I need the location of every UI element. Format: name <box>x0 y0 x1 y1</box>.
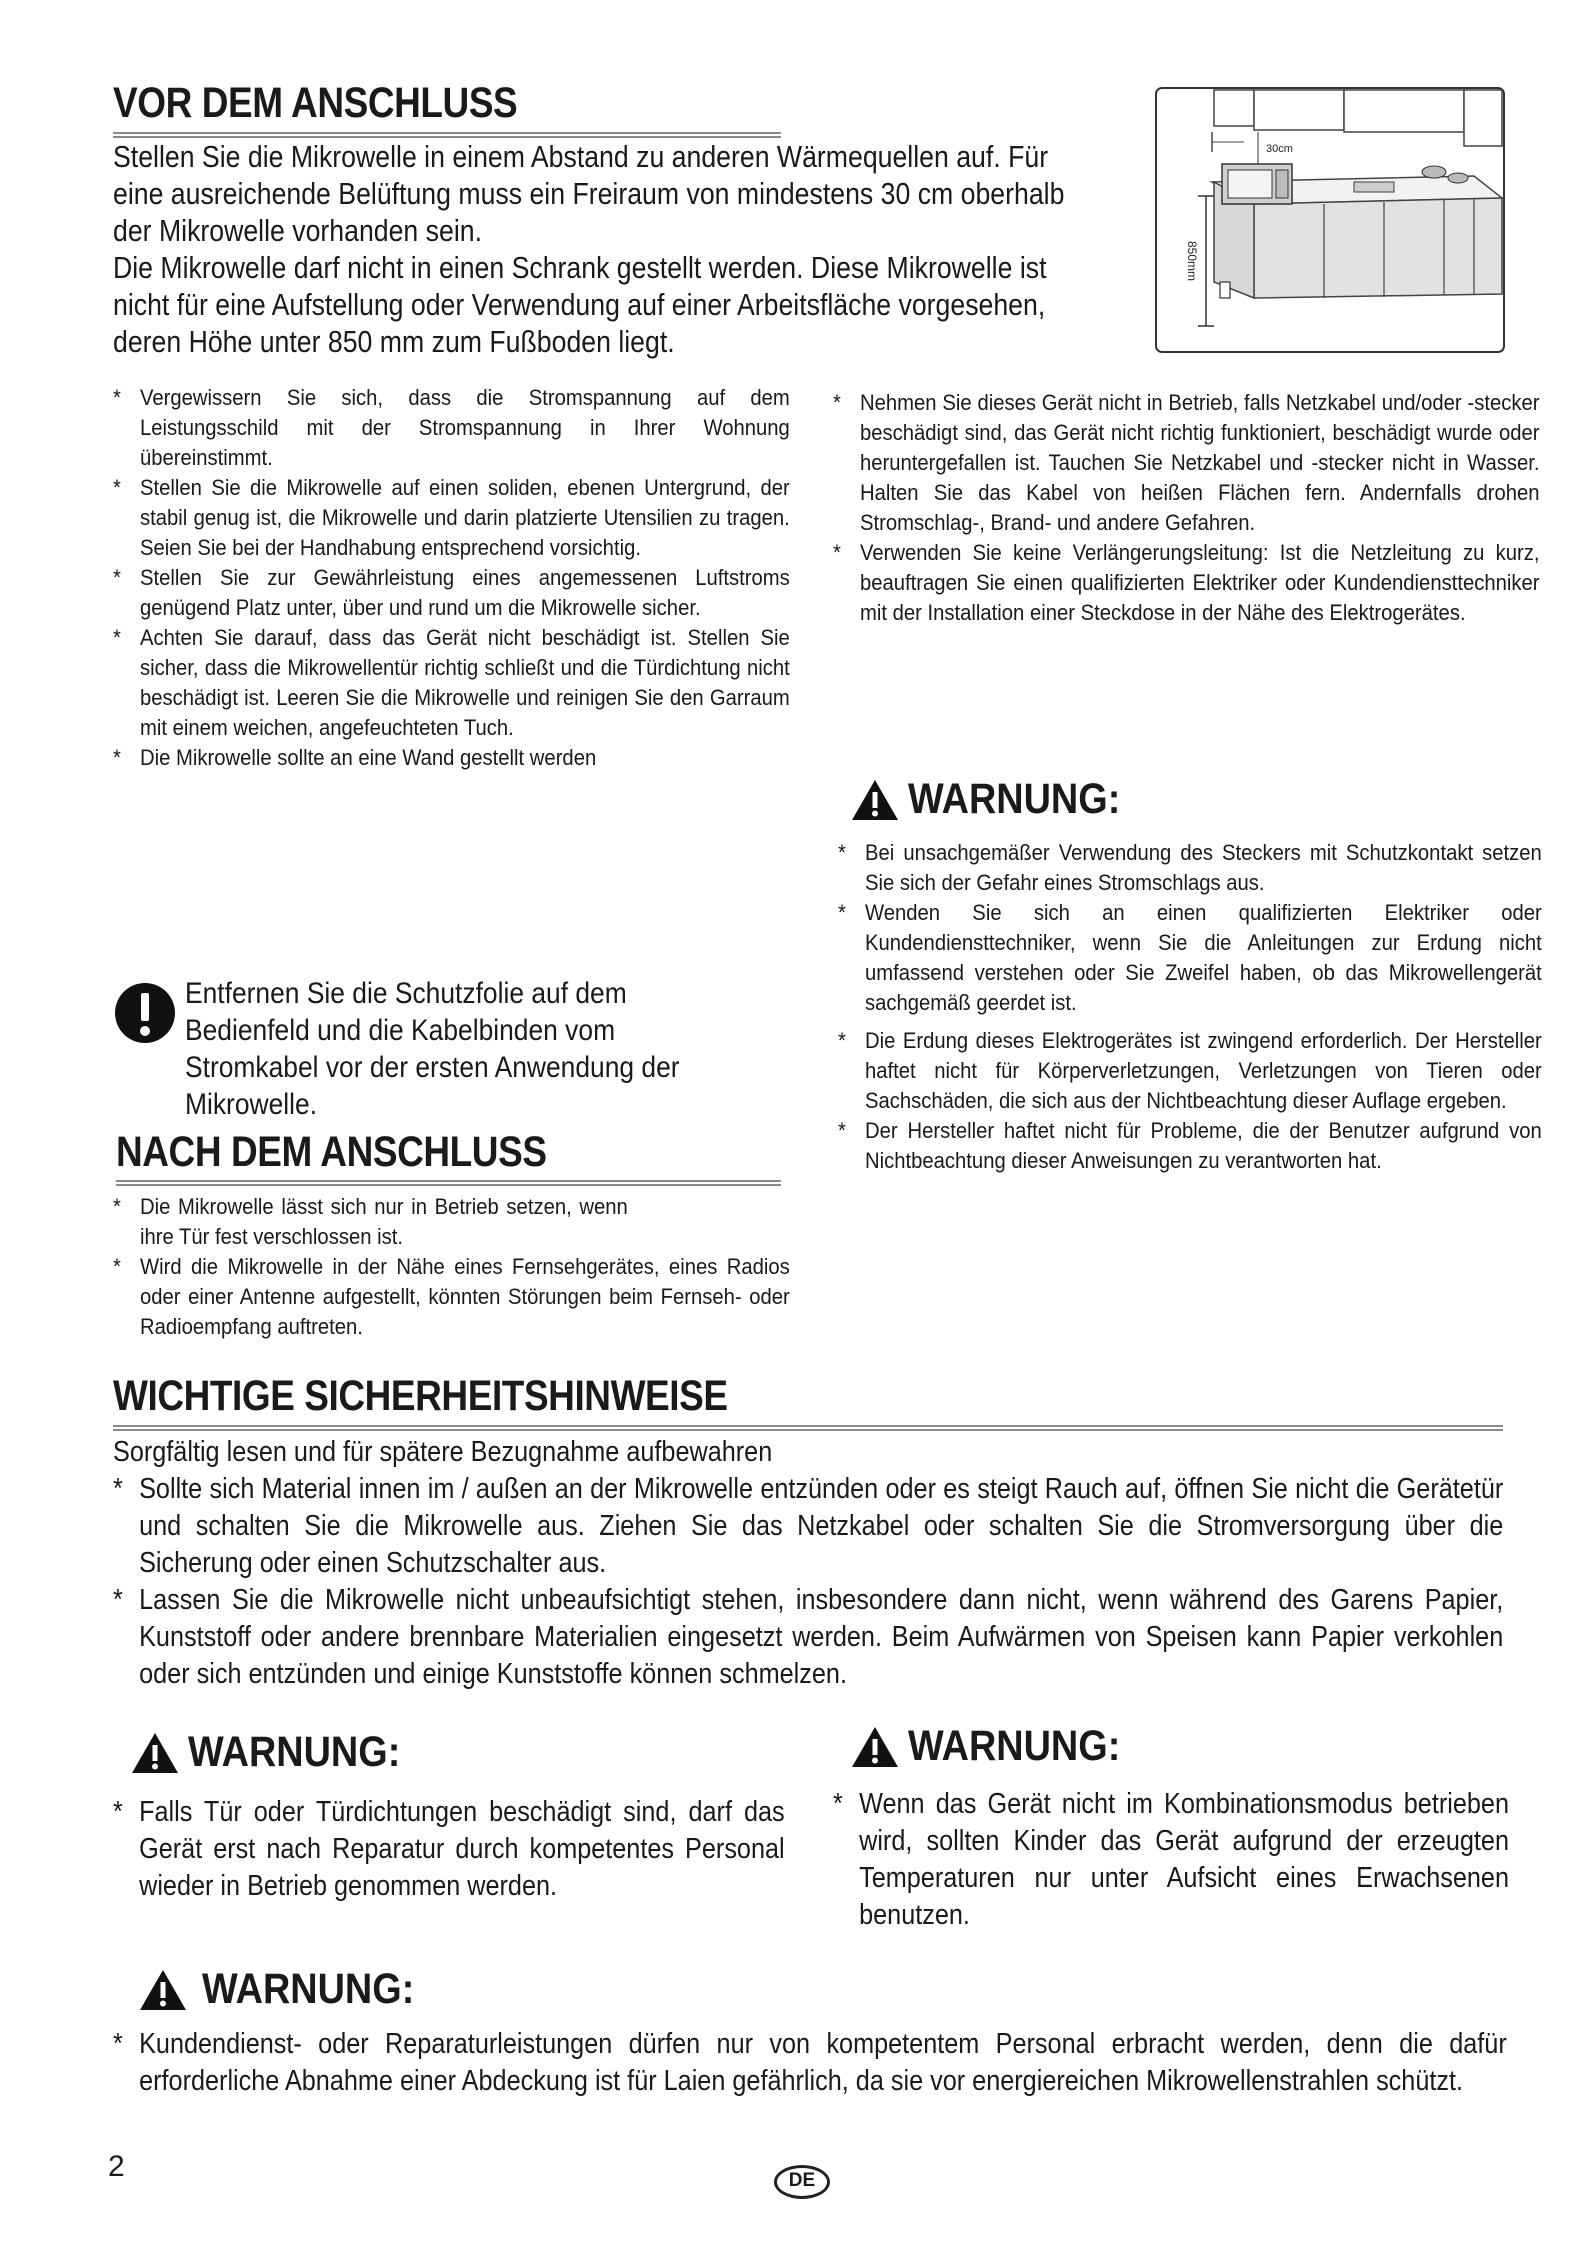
bullet-star-icon: * <box>113 565 121 590</box>
warning-list-1 <box>838 838 1542 1176</box>
list-item: * Stellen Sie zur Gewährleistung eines angemessenen Luftstroms genügend Platz unter, über und rund um die Mikrowelle sicher. <box>113 565 790 620</box>
exclamation-icon <box>113 981 177 1045</box>
vor-right-list <box>833 388 1540 628</box>
warning-title: WARNUNG: <box>202 1965 415 2013</box>
warning-triangle-icon <box>850 1725 900 1769</box>
bullet-star-icon: * <box>113 475 121 500</box>
warning-list-2 <box>113 1794 785 1905</box>
bullet-star-icon: * <box>113 385 121 410</box>
bullet-star-icon: * <box>833 1788 843 1820</box>
bullet-star-icon: * <box>113 745 121 770</box>
warning-header-4 <box>138 1965 443 2014</box>
figure-label-30cm: 30cm <box>1266 143 1293 155</box>
list-item: * Bei unsachgemäßer Verwendung des Steckers mit Schutzkontakt setzen Sie sich der Gefahr eines Stromschlags aus. <box>838 840 1542 895</box>
nach-list <box>113 1192 790 1342</box>
vor-intro-paragraph-2: Die Mikrowelle darf nicht in einen Schrank gestellt werden. Diese Mikrowelle ist nicht für eine Aufstellung oder Verwendung auf einer Arbeitsfläche vorgesehen, deren Höhe unter 850 mm zum Fußboden liegt. <box>113 250 1047 359</box>
list-item: * Achten Sie darauf, dass das Gerät nicht beschädigt ist. Stellen Sie sicher, dass die Mikrowellentür richtig schließt und die Türdichtung nicht beschädigt ist. Leeren Sie die Mikrowelle und reinigen Sie den Garraum mit einem weichen, angefeuchteten Tuch. <box>113 625 790 740</box>
kitchen-illustration <box>1154 86 1506 354</box>
bullet-star-icon: * <box>838 1028 846 1053</box>
list-item: * Verwenden Sie keine Verlängerungsleitung: Ist die Netzleitung zu kurz, beauftragen Sie einen qualifizierten Elektriker oder Kundendiensttechniker mit der Installation einer Steckdose in der Nähe des Elektrogerätes. <box>833 540 1540 625</box>
bullet-star-icon: * <box>113 625 121 650</box>
vor-left-list <box>113 383 790 773</box>
section-title-wichtig: WICHTIGE SICHERHEITSHINWEISE <box>113 1372 728 1420</box>
title-underline <box>113 1425 1503 1431</box>
warning-triangle-icon <box>130 1731 180 1775</box>
warning-title: WARNUNG: <box>908 1722 1121 1770</box>
warning-title: WARNUNG: <box>908 775 1121 823</box>
bullet-star-icon: * <box>833 390 841 415</box>
list-item: * Vergewissern Sie sich, dass die Stromspannung auf dem Leistungsschild mit der Stromspannung in Ihrer Wohnung übereinstimmt. <box>113 385 790 470</box>
bullet-star-icon: * <box>838 840 846 865</box>
warning-header-3 <box>850 1722 1149 1771</box>
list-item: * Der Hersteller haftet nicht für Probleme, die der Benutzer aufgrund von Nichtbeachtung dieser Anweisungen zu verantworten hat. <box>838 1118 1542 1173</box>
warning-list-3 <box>833 1786 1509 1934</box>
bullet-star-icon: * <box>113 1796 123 1828</box>
wichtig-intro: Sorgfältig lesen und für spätere Bezugnahme aufbewahren <box>113 1436 773 1468</box>
language-badge: DE <box>774 2165 830 2199</box>
wichtig-block <box>113 1434 1503 1693</box>
warning-list-4 <box>113 2026 1507 2100</box>
list-item: * Die Mikrowelle sollte an eine Wand gestellt werden <box>113 743 790 773</box>
vor-intro-paragraph-1: Stellen Sie die Mikrowelle in einem Abstand zu anderen Wärmequellen auf. Für eine ausreichende Belüftung muss ein Freiraum von mindestens 30 cm oberhalb der Mikrowelle vorhanden sein. <box>113 139 1065 248</box>
bullet-star-icon: * <box>113 1584 123 1616</box>
list-item: * Wenden Sie sich an einen qualifizierten Elektriker oder Kundendiensttechniker, wenn Sie die Anleitungen zur Erdung nicht umfassend verstehen oder Sie Zweifel haben, ob das Mikrowellengerät sachgemäß geerdet ist. <box>838 900 1542 1015</box>
kitchen-installation-figure <box>1154 86 1506 354</box>
warning-header-1 <box>850 775 1149 824</box>
notice-protective-film <box>113 975 793 1123</box>
list-item: * Stellen Sie die Mikrowelle auf einen soliden, ebenen Untergrund, der stabil genug ist, die Mikrowelle und darin platzierte Utensilien zu tragen. Seien Sie bei der Handhabung entsprechend vorsichtig. <box>113 475 790 560</box>
list-item: * Wird die Mikrowelle in der Nähe eines Fernsehgerätes, eines Radios oder einer Antenne aufgestellt, könnten Störungen beim Fernseh- oder Radioempfang auftreten. <box>113 1254 790 1339</box>
bullet-star-icon: * <box>113 1194 121 1219</box>
bullet-star-icon: * <box>838 900 846 925</box>
bullet-star-icon: * <box>113 1254 121 1279</box>
bullet-star-icon: * <box>113 2028 123 2060</box>
list-item: * Falls Tür oder Türdichtungen beschädigt sind, darf das Gerät erst nach Reparatur durch kompetentes Personal wieder in Betrieb genommen werden. <box>113 1796 785 1902</box>
section-title-vor: VOR DEM ANSCHLUSS <box>113 79 518 127</box>
bullet-star-icon: * <box>833 540 841 565</box>
section-title-nach: NACH DEM ANSCHLUSS <box>116 1128 547 1176</box>
warning-triangle-icon <box>850 778 900 822</box>
figure-label-850mm: 850mm <box>1185 241 1199 282</box>
bullet-star-icon: * <box>113 1473 123 1505</box>
warning-header-2 <box>130 1728 429 1777</box>
list-item: * Die Erdung dieses Elektrogerätes ist zwingend erforderlich. Der Hersteller haftet nicht für Körperverletzungen, Verletzungen von Tieren oder Sachschäden, die sich aus der Nichtbeachtung dieser Auflage ergeben. <box>838 1028 1542 1113</box>
list-item: * Lassen Sie die Mikrowelle nicht unbeaufsichtigt stehen, insbesondere dann nicht, wenn während des Garens Papier, Kunststoff oder andere brennbare Materialien eingesetzt werden. Beim Aufwärmen von Speisen kann Papier verkohlen oder sich entzünden und einige Kunststoffe können schmelzen. <box>113 1584 1504 1690</box>
list-item: * Kundendienst- oder Reparaturleistungen dürfen nur von kompetentem Personal erbracht werden, denn die dafür erforderliche Abnahme einer Abdeckung ist für Laien gefährlich, da sie vor energiereichen Mikrowellenstrahlen schützt. <box>113 2028 1507 2097</box>
list-item: * Sollte sich Material innen im / außen an der Mikrowelle entzünden oder es steigt Rauch auf, öffnen Sie nicht die Gerätetür und schalten Sie die Mikrowelle aus. Ziehen Sie das Netzkabel oder schalten Sie die Stromversorgung über die Sicherung oder einen Schutzschalter aus. <box>113 1473 1504 1579</box>
bullet-star-icon: * <box>838 1118 846 1143</box>
list-item: * Die Mikrowelle lässt sich nur in Betrieb setzen, wenn ihre Tür fest verschlossen ist. <box>113 1194 628 1249</box>
notice-text: Entfernen Sie die Schutzfolie auf dem Bedienfeld und die Kabelbinden vom Stromkabel vor der ersten Anwendung der Mikrowelle. <box>185 977 680 1121</box>
list-item: * Wenn das Gerät nicht im Kombinationsmodus betrieben wird, sollten Kinder das Gerät aufgrund der erzeugten Temperaturen nur unter Aufsicht eines Erwachsenen benutzen. <box>833 1788 1509 1931</box>
title-underline <box>116 1180 781 1186</box>
warning-triangle-icon <box>138 1968 188 2012</box>
list-item: * Nehmen Sie dieses Gerät nicht in Betrieb, falls Netzkabel und/oder -stecker beschädigt sind, das Gerät nicht richtig funktioniert, beschädigt wurde oder heruntergefallen ist. Tauchen Sie Netzkabel und -stecker nicht in Wasser. Halten Sie das Kabel von heißen Flächen fern. Andernfalls drohen Stromschlag-, Brand- und andere Gefahren. <box>833 390 1540 535</box>
warning-title: WARNUNG: <box>188 1728 401 1776</box>
page-number: 2 <box>108 2150 125 2183</box>
vor-intro <box>113 138 1093 360</box>
